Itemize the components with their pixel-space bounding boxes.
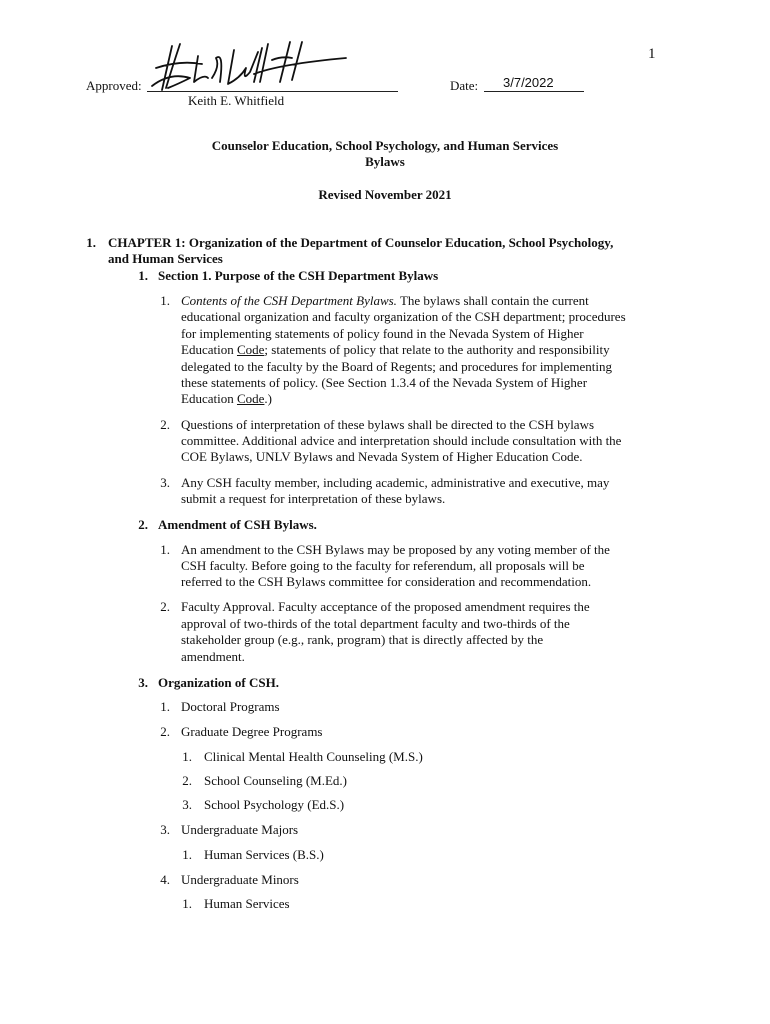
section-heading: Organization of CSH. bbox=[158, 675, 279, 690]
list-item: Undergraduate Minors bbox=[181, 872, 299, 887]
list-number: 1. bbox=[160, 542, 170, 557]
list-item: School Psychology (Ed.S.) bbox=[204, 797, 345, 812]
text-span: .) bbox=[264, 391, 273, 406]
paragraph-line: stakeholder group (e.g., rank, program) that is directly affected by the bbox=[181, 632, 544, 647]
paragraph-line: Faculty Approval. Faculty acceptance of the proposed amendment requires the bbox=[181, 599, 590, 614]
list-number: 1. bbox=[160, 699, 170, 714]
paragraph-line: referred to the CSH Bylaws committee for consideration and recommendation. bbox=[181, 574, 592, 589]
paragraph-line: submit a request for interpretation of these bylaws. bbox=[181, 491, 446, 506]
paragraph-line: An amendment to the CSH Bylaws may be proposed by any voting member of the bbox=[181, 542, 610, 557]
list-number: 2. bbox=[182, 773, 192, 788]
list-number: 1. bbox=[160, 293, 170, 308]
section-number: 2. bbox=[138, 517, 148, 532]
chapter-heading: CHAPTER 1: Organization of the Department of Counselor Education, School Psychology, bbox=[108, 235, 614, 250]
document-subtitle: Bylaws bbox=[365, 154, 405, 169]
paragraph-line: educational organization and faculty organization of the CSH department; procedures bbox=[181, 309, 626, 324]
list-item: Undergraduate Majors bbox=[181, 822, 299, 837]
date-line bbox=[484, 91, 584, 92]
paragraph-line: approval of two-thirds of the total department faculty and two-thirds of the bbox=[181, 616, 570, 631]
paragraph-line: CSH faculty. Before going to the faculty for referendum, all proposals will be bbox=[181, 558, 585, 573]
signer-name: Keith E. Whitfield bbox=[188, 93, 285, 108]
list-item: School Counseling (M.Ed.) bbox=[204, 773, 347, 788]
revision-date: Revised November 2021 bbox=[318, 187, 452, 202]
paragraph-line: COE Bylaws, UNLV Bylaws and Nevada System of Higher Education Code. bbox=[181, 449, 583, 464]
section-heading: Amendment of CSH Bylaws. bbox=[158, 517, 317, 532]
section-heading: Section 1. Purpose of the CSH Department Bylaws bbox=[158, 268, 439, 283]
list-number: 3. bbox=[160, 475, 170, 490]
italic-heading: Contents of the CSH Department Bylaws. bbox=[181, 293, 397, 308]
list-number: 3. bbox=[160, 822, 170, 837]
text-span: Education bbox=[181, 342, 237, 357]
paragraph-line: these statements of policy. (See Section 1.3.4 of the Nevada System of Higher bbox=[181, 375, 588, 390]
list-item: Graduate Degree Programs bbox=[181, 724, 323, 739]
chapter-heading-cont: and Human Services bbox=[108, 251, 223, 266]
paragraph-line: Questions of interpretation of these bylaws shall be directed to the CSH bylaws bbox=[181, 417, 595, 432]
paragraph-line: for implementing statements of policy found in the Nevada System of Higher bbox=[181, 326, 584, 341]
list-item: Clinical Mental Health Counseling (M.S.) bbox=[204, 749, 423, 764]
paragraph-line: committee. Additional advice and interpretation should include consultation with the bbox=[181, 433, 622, 448]
paragraph-line bbox=[181, 342, 610, 358]
list-number: 1. bbox=[182, 847, 192, 862]
list-number: 1. bbox=[182, 749, 192, 764]
list-item: Human Services (B.S.) bbox=[204, 847, 324, 862]
paragraph-line bbox=[181, 391, 272, 407]
date-value: 3/7/2022 bbox=[503, 75, 554, 90]
page-number: 1 bbox=[648, 46, 656, 62]
text-span: Education bbox=[181, 391, 237, 406]
list-number: 3. bbox=[182, 797, 192, 812]
code-link[interactable]: Code bbox=[236, 391, 265, 406]
list-number: 4. bbox=[160, 872, 170, 887]
list-item: Doctoral Programs bbox=[181, 699, 280, 714]
text-span: The bylaws shall contain the current bbox=[396, 293, 589, 308]
text-span: ; statements of policy that relate to the authority and responsibility bbox=[264, 342, 610, 357]
handwritten-signature bbox=[150, 38, 350, 96]
document-title: Counselor Education, School Psychology, and Human Services bbox=[211, 138, 559, 153]
section-number: 1. bbox=[138, 268, 148, 283]
date-label: Date: bbox=[450, 78, 479, 93]
list-number: 1. bbox=[182, 896, 192, 911]
paragraph-line: delegated to the faculty by the Board of Regents; and procedures for implementing bbox=[181, 359, 613, 374]
list-number: 2. bbox=[160, 724, 170, 739]
paragraph-line: amendment. bbox=[181, 649, 245, 664]
paragraph-line bbox=[181, 293, 589, 309]
code-link[interactable]: Code bbox=[236, 342, 265, 357]
approved-label: Approved: bbox=[86, 78, 142, 93]
list-item: Human Services bbox=[204, 896, 290, 911]
list-number: 2. bbox=[160, 599, 170, 614]
chapter-number: 1. bbox=[86, 235, 96, 250]
paragraph-line: Any CSH faculty member, including academic, administrative and executive, may bbox=[181, 475, 610, 490]
list-number: 2. bbox=[160, 417, 170, 432]
section-number: 3. bbox=[138, 675, 148, 690]
